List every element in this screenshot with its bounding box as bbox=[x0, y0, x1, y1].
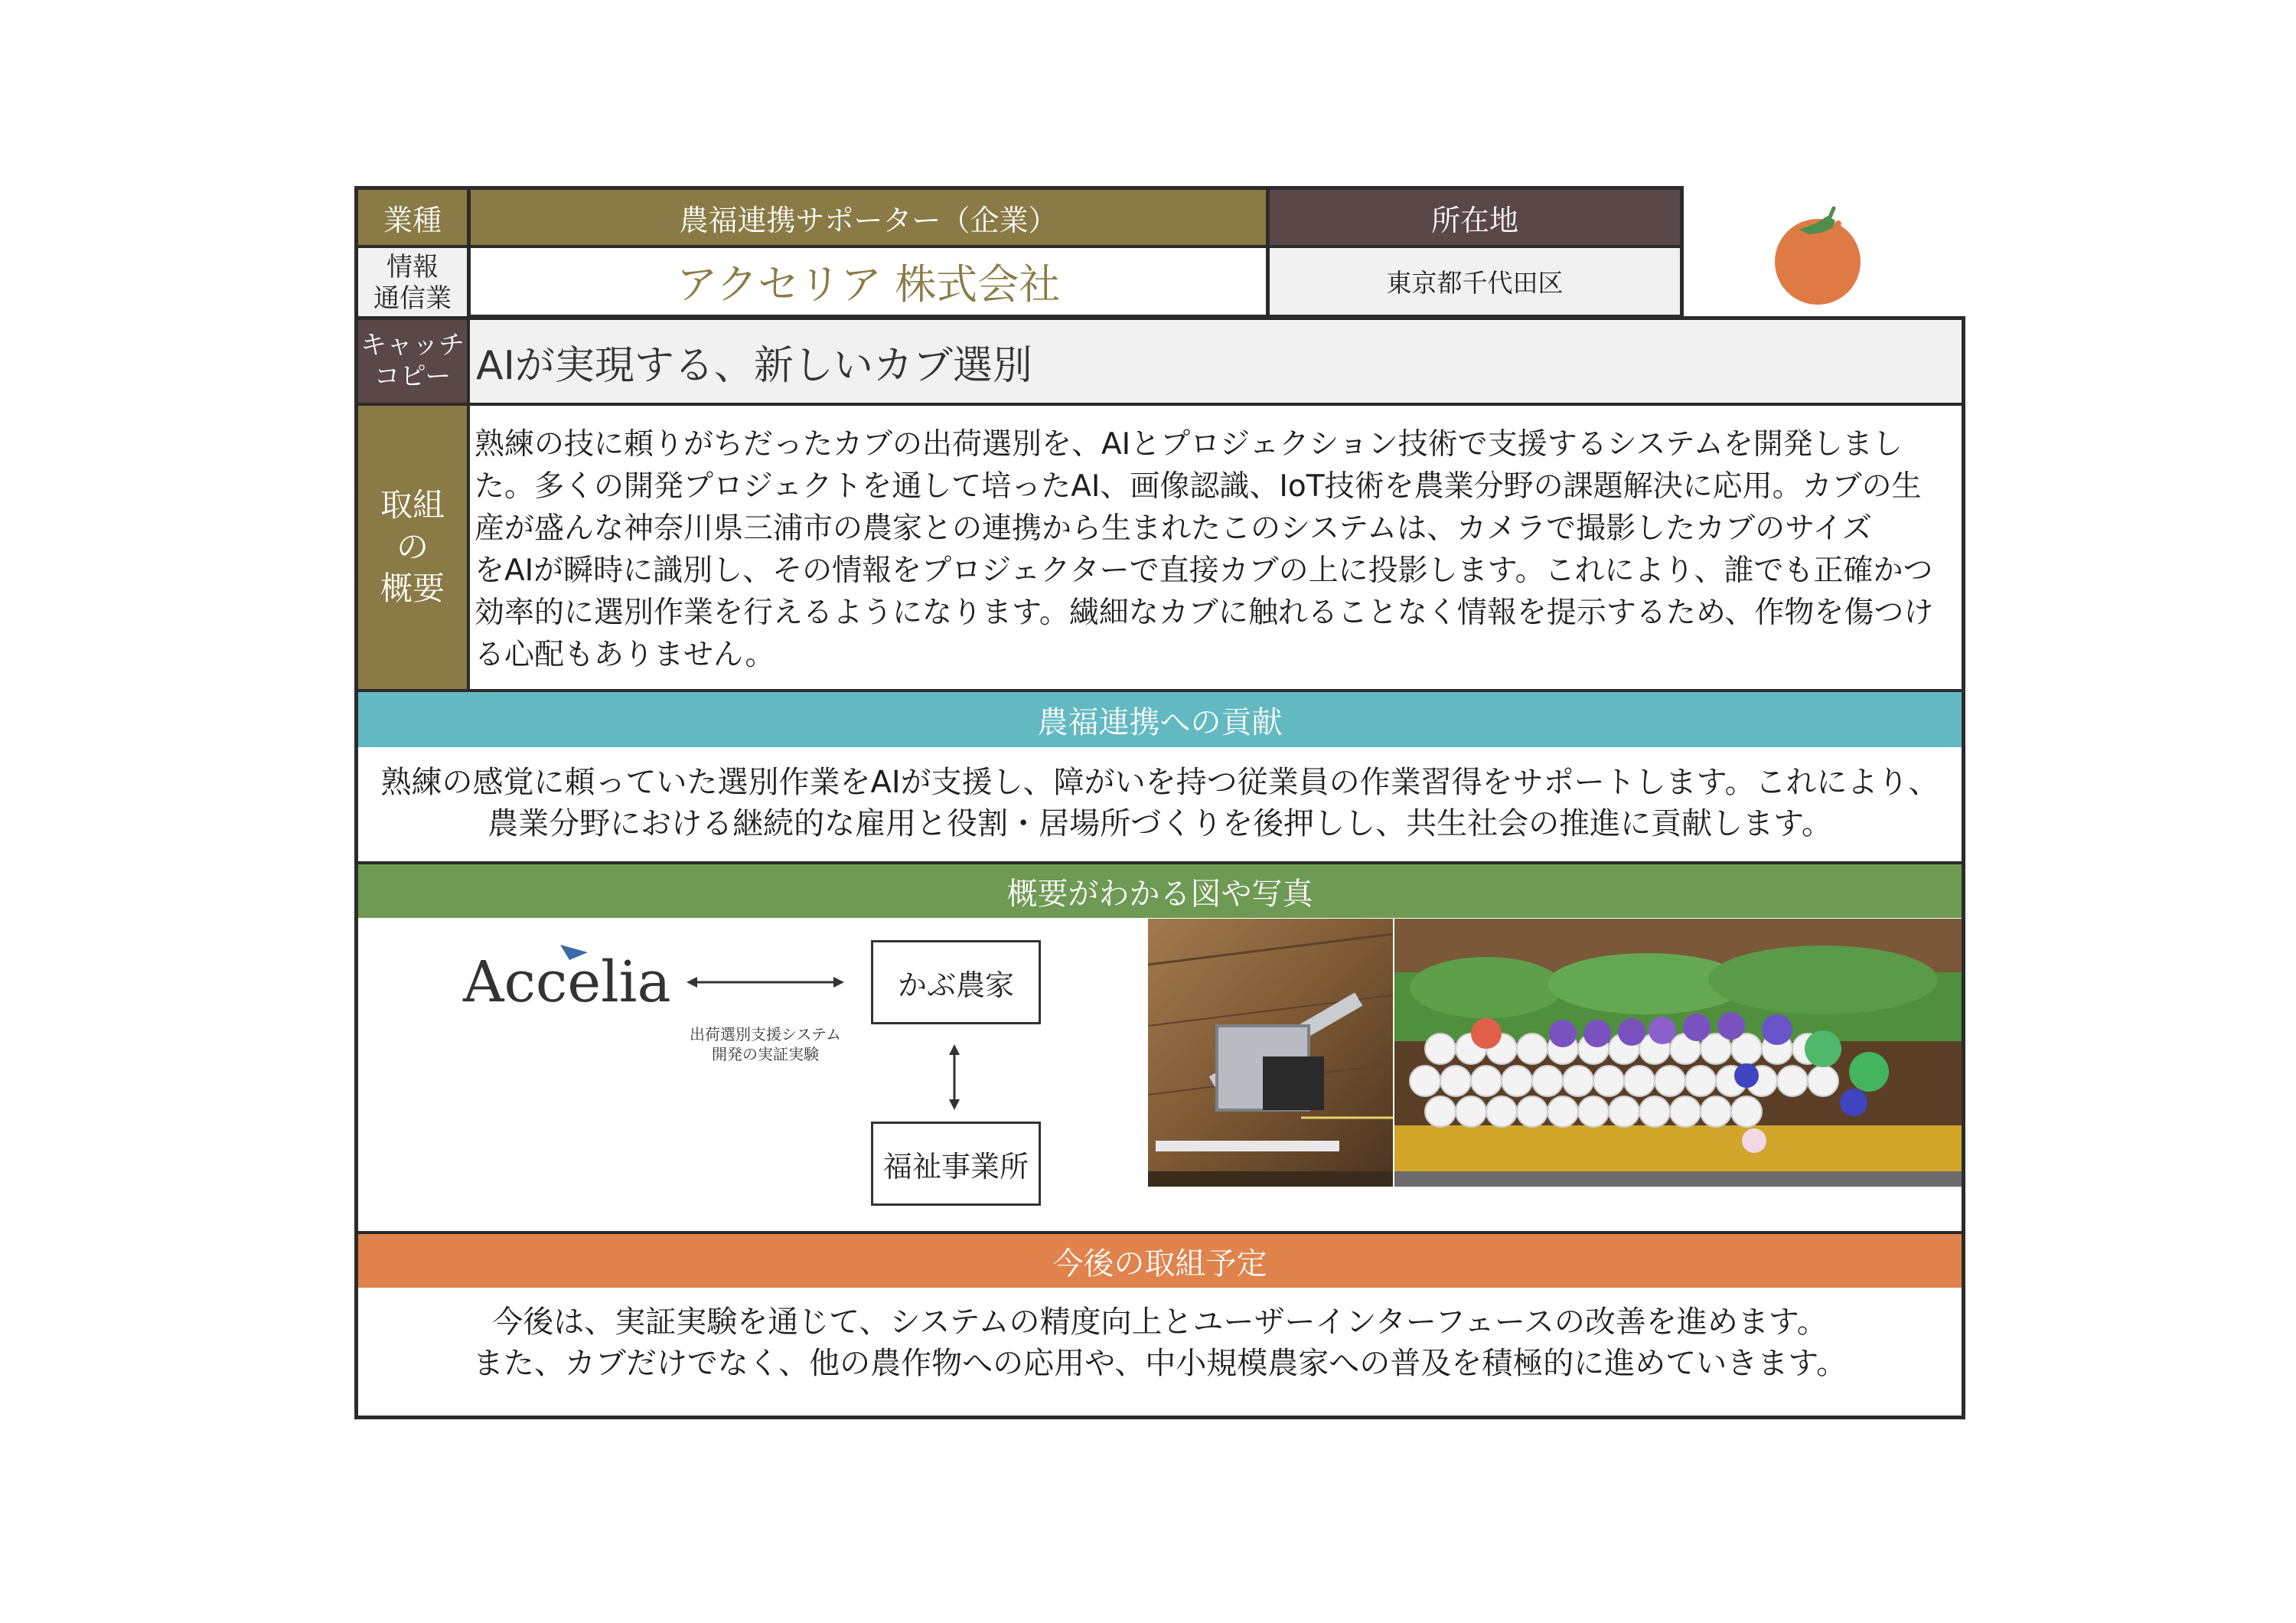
contribution-title-bar: 農福連携への貢献 bbox=[358, 692, 1962, 747]
farmer-node: かぶ農家 bbox=[871, 940, 1041, 1024]
overview-label: 取組 の 概要 bbox=[358, 406, 467, 689]
industry-value: 情報 通信業 bbox=[358, 248, 467, 318]
overview-line: 熟練の技に頼りがちだったカブの出荷選別を、AIとプロジェクション技術で支援するシステムを開発しまし bbox=[475, 427, 1903, 462]
industry-label: 業種 bbox=[358, 190, 467, 245]
bidirectional-arrow-horizontal bbox=[685, 971, 846, 994]
tomato-logo bbox=[1768, 201, 1867, 308]
divider bbox=[358, 403, 1962, 406]
overview-line: 産が盛んな神奈川県三浦市の農家との連携から生まれたこのシステムは、カメラで撮影したカブのサイズ bbox=[475, 511, 1872, 546]
divider bbox=[467, 320, 470, 689]
future-title-bar: 今後の取組予定 bbox=[358, 1234, 1962, 1288]
location-value: 東京都千代田区 bbox=[1270, 248, 1680, 315]
future-line: また、カブだけでなく、他の農作物への応用や、中小規模農家への普及を積極的に進めていきます。 bbox=[472, 1346, 1848, 1381]
welfare-node: 福祉事業所 bbox=[871, 1122, 1041, 1206]
projector-rig-photo bbox=[1148, 919, 1393, 1187]
catch-copy-text: AIが実現する、新しいカブ選別 bbox=[476, 342, 1032, 389]
future-text bbox=[358, 1301, 1962, 1409]
figure-title-bar: 概要がわかる図や写真 bbox=[358, 864, 1962, 918]
contribution-text bbox=[358, 762, 1962, 854]
contribution-line: 熟練の感覚に頼っていた選別作業をAIが支援し、障がいを持つ従業員の作業習得をサポートします。これにより、 bbox=[380, 765, 1939, 800]
overview-line: た。多くの開発プロジェクトを通して培ったAI、画像認識、IoT技術を農業分野の課題解決に応用。カブの生 bbox=[475, 469, 1922, 504]
location-label: 所在地 bbox=[1270, 190, 1680, 245]
catch-copy-text-cell bbox=[470, 320, 1962, 403]
overview-line: をAIが瞬時に識別し、その情報をプロジェクターで直接カブの上に投影します。これにより、誰でも正確かつ bbox=[475, 554, 1933, 588]
overview-line: 効率的に選別作業を行えるようになります。繊細なカブに触れることなく情報を提示するため、作物を傷つけ bbox=[475, 596, 1934, 630]
company-name: アクセリア 株式会社 bbox=[471, 248, 1266, 315]
arrow-caption: 出荷選別支援システム 開発の実証実験 bbox=[690, 1025, 841, 1063]
catch-copy-label: キャッチ コピー bbox=[358, 320, 467, 403]
future-line: 今後は、実証実験を通じて、システムの精度向上とユーザーインターフェースの改善を進めます。 bbox=[492, 1305, 1828, 1340]
accelia-logo: Accelia bbox=[463, 949, 671, 1015]
category-label: 農福連携サポーター（企業） bbox=[471, 190, 1266, 245]
bidirectional-arrow-vertical bbox=[943, 1043, 966, 1112]
turnip-sorting-photo bbox=[1394, 919, 1962, 1187]
overview-text bbox=[475, 423, 1959, 684]
overview-line: る心配もありません。 bbox=[475, 638, 775, 672]
contribution-line: 農業分野における継続的な雇用と役割・居場所づくりを後押しし、共生社会の推進に貢献します。 bbox=[488, 806, 1832, 841]
